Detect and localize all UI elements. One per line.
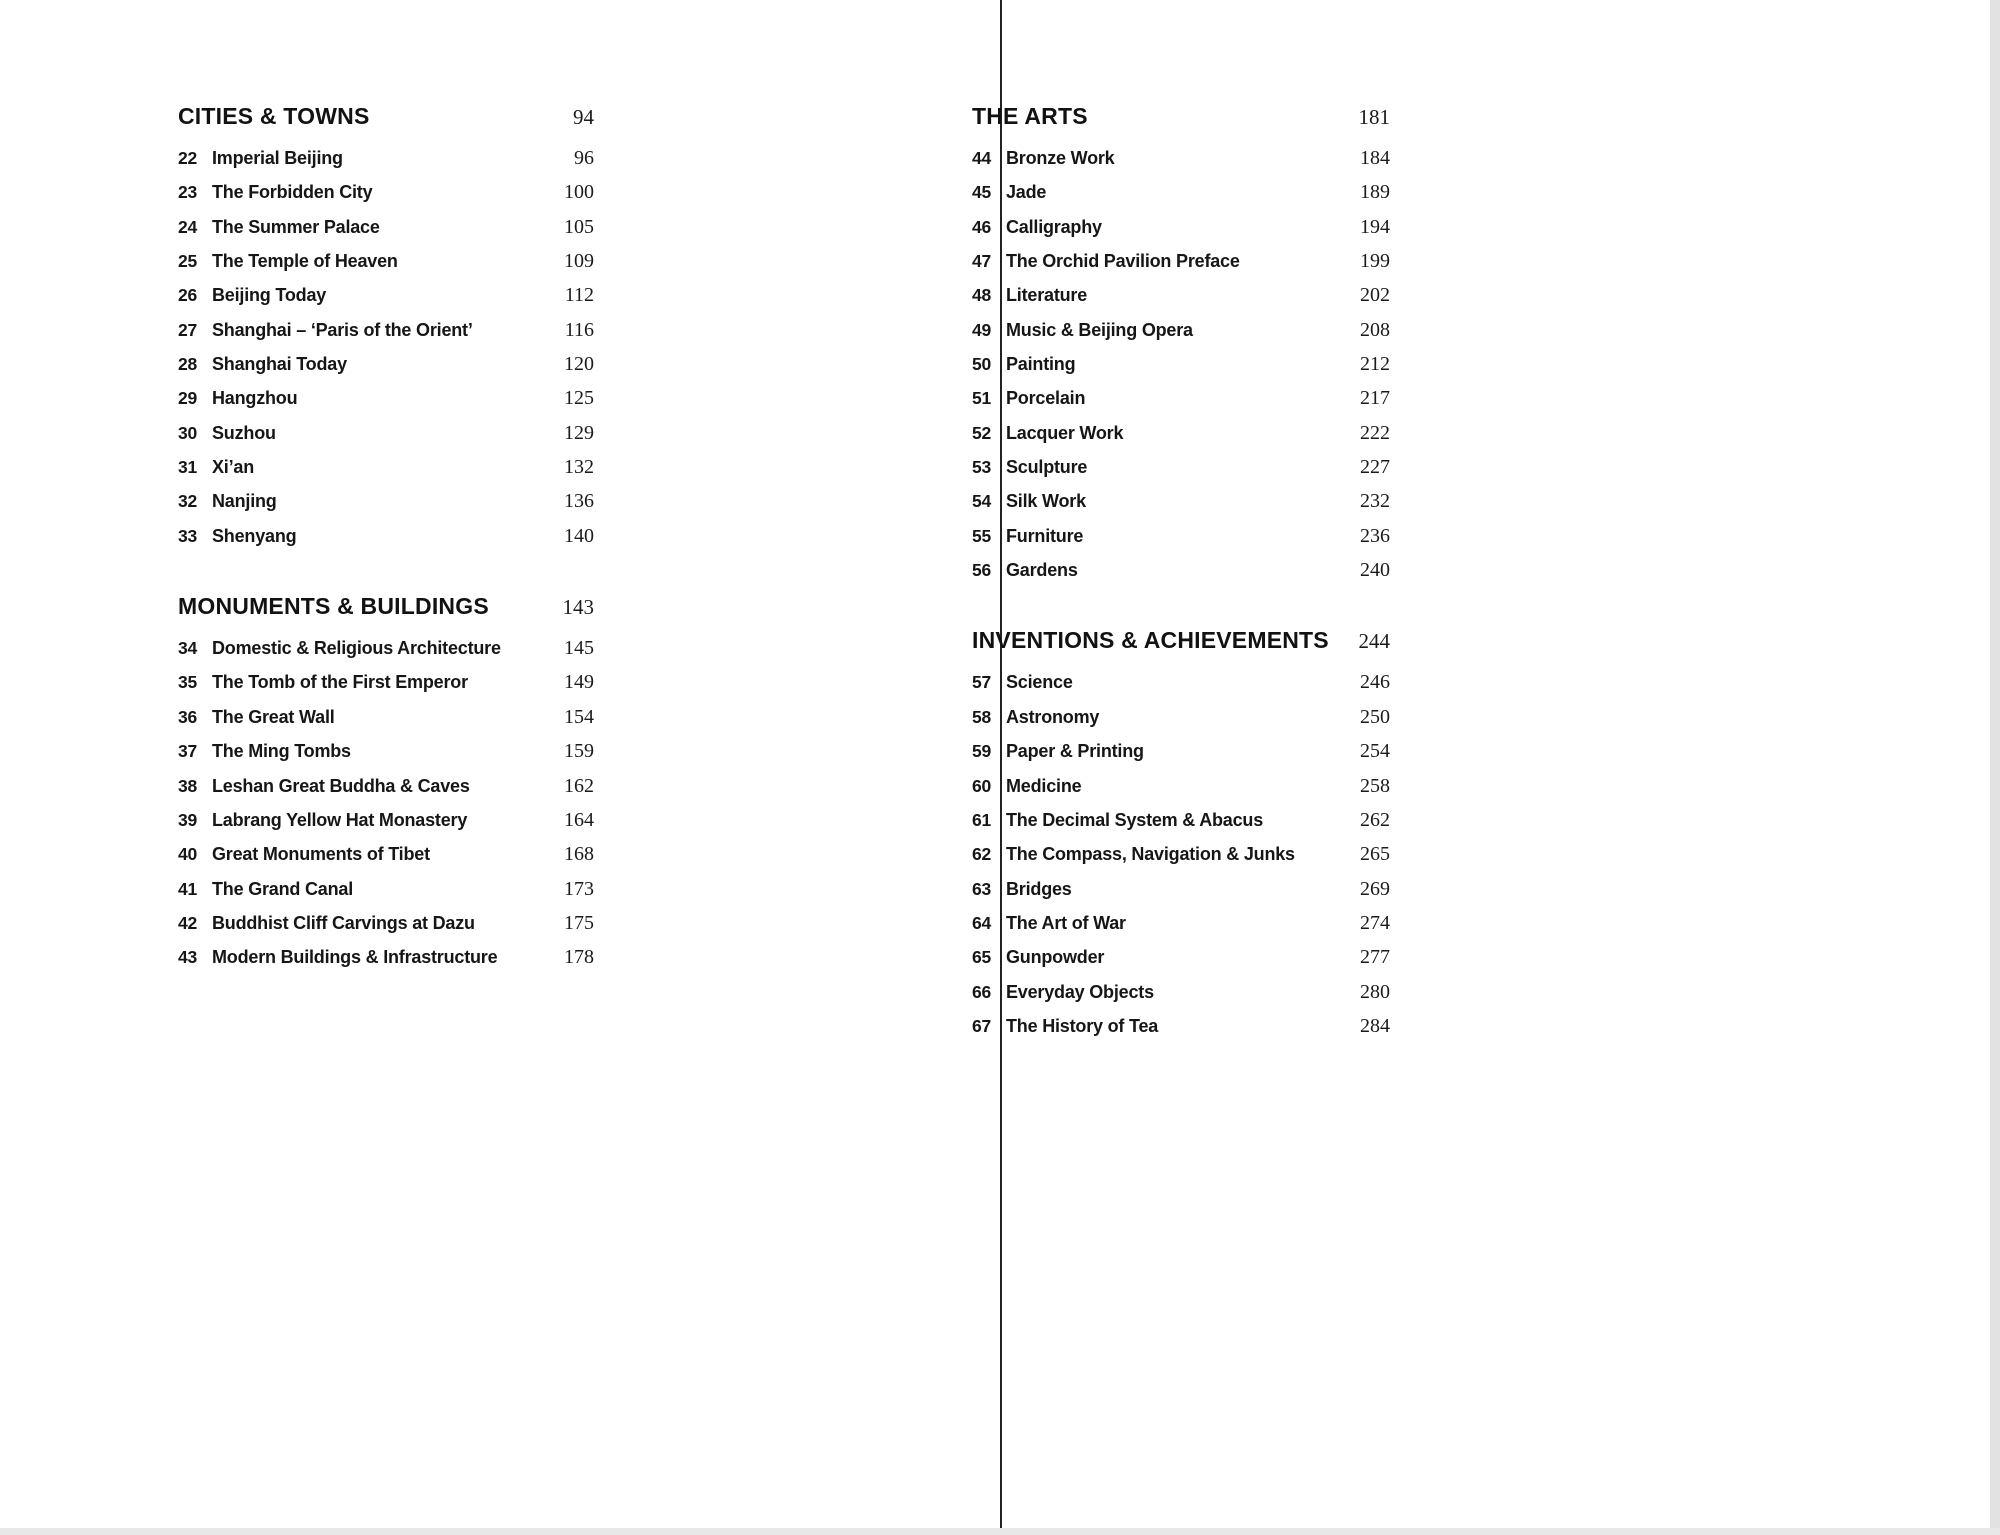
entry-title: Music & Beijing Opera xyxy=(1006,319,1193,340)
entry-number: 56 xyxy=(972,560,992,581)
toc-entry xyxy=(178,809,594,843)
toc-entry xyxy=(972,147,1390,181)
toc-section xyxy=(972,103,1390,593)
toc-entry xyxy=(178,706,594,740)
entry-number: 54 xyxy=(972,491,992,512)
entry-page-number: 274 xyxy=(1360,911,1390,934)
entry-page-number: 199 xyxy=(1360,250,1390,273)
entry-title: The Ming Tombs xyxy=(212,741,351,762)
toc-entry xyxy=(972,181,1390,215)
entry-title: Literature xyxy=(1006,285,1088,306)
entry-number: 52 xyxy=(972,422,992,443)
toc-entry xyxy=(178,250,594,284)
entry-title: Calligraphy xyxy=(1006,216,1102,237)
entry-title: Silk Work xyxy=(1006,491,1086,512)
section-entries xyxy=(972,671,1390,1049)
toc-entry xyxy=(178,353,594,387)
entry-number: 53 xyxy=(972,457,992,478)
entry-number: 45 xyxy=(972,182,992,203)
entry-title: Imperial Beijing xyxy=(212,148,343,168)
section-entries xyxy=(178,147,594,559)
toc-entry xyxy=(178,319,594,353)
toc-entry xyxy=(972,250,1390,284)
entry-number: 51 xyxy=(972,388,992,409)
section-heading xyxy=(972,103,1390,137)
toc-entry xyxy=(178,843,594,877)
entry-number: 65 xyxy=(972,947,992,968)
entry-page-number: 212 xyxy=(1360,353,1390,376)
entry-page-number: 184 xyxy=(1360,147,1390,169)
entry-title: Nanjing xyxy=(212,491,277,512)
entry-title: The Temple of Heaven xyxy=(212,251,398,272)
entry-title: The Grand Canal xyxy=(212,878,354,899)
entry-page-number: 222 xyxy=(1360,421,1390,444)
toc-entry xyxy=(178,637,594,671)
entry-page-number: 194 xyxy=(1360,215,1390,238)
entry-title: Modern Buildings & Infrastructure xyxy=(212,947,498,968)
section-entries xyxy=(178,637,594,980)
section-heading xyxy=(178,593,594,627)
toc-page-left xyxy=(178,103,594,1015)
toc-entry xyxy=(972,878,1390,912)
entry-number: 46 xyxy=(972,216,992,237)
entry-title: Labrang Yellow Hat Monastery xyxy=(212,809,468,830)
toc-entry xyxy=(972,843,1390,877)
toc-section xyxy=(972,627,1390,1049)
toc-entry xyxy=(972,809,1390,843)
entry-title: Great Monuments of Tibet xyxy=(212,844,430,865)
entry-title: Lacquer Work xyxy=(1006,422,1124,443)
entry-title: Furniture xyxy=(1006,525,1084,546)
section-title: INVENTIONS & ACHIEVEMENTS xyxy=(972,627,1329,654)
entry-page-number: 175 xyxy=(564,911,594,934)
entry-number: 41 xyxy=(178,878,198,899)
entry-page-number: 246 xyxy=(1360,671,1390,694)
section-page-number: 244 xyxy=(1358,629,1390,654)
entry-page-number: 208 xyxy=(1360,318,1390,341)
entry-page-number: 109 xyxy=(564,250,594,273)
entry-number: 38 xyxy=(178,775,198,796)
toc-section xyxy=(178,593,594,980)
entry-page-number: 178 xyxy=(564,946,594,969)
entry-page-number: 105 xyxy=(564,215,594,238)
entry-page-number: 132 xyxy=(564,456,594,479)
entry-title: Beijing Today xyxy=(212,285,327,306)
entry-title: Suzhou xyxy=(212,422,276,443)
entry-page-number: 217 xyxy=(1360,387,1390,410)
entry-number: 30 xyxy=(178,422,198,443)
toc-entry xyxy=(178,147,594,181)
entry-page-number: 262 xyxy=(1360,808,1390,831)
toc-entry xyxy=(972,284,1390,318)
toc-entry xyxy=(972,706,1390,740)
toc-entry xyxy=(178,284,594,318)
entry-number: 57 xyxy=(972,672,992,693)
entry-page-number: 232 xyxy=(1360,490,1390,513)
entry-number: 47 xyxy=(972,251,992,272)
entry-title: The Decimal System & Abacus xyxy=(1006,809,1264,830)
entry-page-number: 227 xyxy=(1360,456,1390,479)
entry-title: Hangzhou xyxy=(212,388,298,409)
entry-title: Leshan Great Buddha & Caves xyxy=(212,775,470,796)
entry-page-number: 258 xyxy=(1360,774,1390,797)
entry-number: 39 xyxy=(178,809,198,830)
entry-page-number: 162 xyxy=(564,774,594,797)
entry-number: 34 xyxy=(178,638,198,659)
section-title: THE ARTS xyxy=(972,103,1088,129)
entry-page-number: 250 xyxy=(1360,705,1390,728)
toc-entry xyxy=(972,525,1390,559)
entry-title: Sculpture xyxy=(1006,457,1088,478)
entry-number: 22 xyxy=(178,148,198,168)
entry-number: 40 xyxy=(178,844,198,865)
entry-title: Everyday Objects xyxy=(1006,981,1154,1002)
entry-number: 44 xyxy=(972,148,992,168)
entry-page-number: 145 xyxy=(564,637,594,660)
entry-title: The Summer Palace xyxy=(212,216,380,237)
entry-number: 58 xyxy=(972,706,992,727)
toc-entry xyxy=(178,422,594,456)
section-entries xyxy=(972,147,1390,593)
entry-page-number: 112 xyxy=(564,284,594,307)
entry-page-number: 284 xyxy=(1360,1014,1390,1037)
section-heading xyxy=(972,627,1390,661)
entry-number: 25 xyxy=(178,251,198,272)
entry-number: 31 xyxy=(178,457,198,478)
entry-number: 67 xyxy=(972,1015,992,1036)
toc-entry xyxy=(972,946,1390,980)
entry-title: Shanghai – ‘Paris of the Orient’ xyxy=(212,319,473,340)
entry-number: 63 xyxy=(972,878,992,899)
entry-number: 60 xyxy=(972,775,992,796)
entry-title: The Art of War xyxy=(1006,912,1126,933)
toc-entry xyxy=(972,456,1390,490)
entry-number: 33 xyxy=(178,525,198,546)
entry-number: 43 xyxy=(178,947,198,968)
entry-number: 59 xyxy=(972,741,992,762)
toc-entry xyxy=(178,525,594,559)
entry-title: Science xyxy=(1006,672,1073,693)
toc-entry xyxy=(972,559,1390,593)
entry-page-number: 236 xyxy=(1360,524,1390,547)
toc-entry xyxy=(178,912,594,946)
toc-entry xyxy=(972,775,1390,809)
toc-entry xyxy=(972,671,1390,705)
page-edge-right xyxy=(1990,0,2000,1535)
entry-page-number: 136 xyxy=(564,490,594,513)
entry-title: The Forbidden City xyxy=(212,182,373,203)
entry-title: Painting xyxy=(1006,354,1076,375)
toc-entry xyxy=(178,671,594,705)
entry-page-number: 149 xyxy=(564,671,594,694)
entry-number: 62 xyxy=(972,844,992,865)
toc-entry xyxy=(178,740,594,774)
entry-title: Gunpowder xyxy=(1006,947,1105,968)
entry-page-number: 154 xyxy=(564,705,594,728)
entry-page-number: 269 xyxy=(1360,877,1390,900)
toc-entry xyxy=(178,181,594,215)
entry-number: 27 xyxy=(178,319,198,340)
entry-page-number: 189 xyxy=(1360,181,1390,204)
entry-title: Astronomy xyxy=(1006,706,1100,727)
entry-page-number: 173 xyxy=(564,877,594,900)
entry-title: Medicine xyxy=(1006,775,1082,796)
entry-number: 35 xyxy=(178,672,198,693)
entry-page-number: 168 xyxy=(564,843,594,866)
entry-number: 37 xyxy=(178,741,198,762)
entry-number: 42 xyxy=(178,912,198,933)
entry-number: 36 xyxy=(178,706,198,727)
entry-number: 32 xyxy=(178,491,198,512)
entry-number: 26 xyxy=(178,285,198,306)
entry-page-number: 140 xyxy=(564,524,594,547)
toc-entry xyxy=(178,490,594,524)
toc-section xyxy=(178,103,594,559)
entry-title: Porcelain xyxy=(1006,388,1086,409)
toc-entry xyxy=(972,1015,1390,1049)
entry-title: Shanghai Today xyxy=(212,354,347,375)
entry-number: 24 xyxy=(178,216,198,237)
entry-page-number: 240 xyxy=(1360,559,1390,582)
toc-entry xyxy=(972,353,1390,387)
entry-page-number: 120 xyxy=(564,353,594,376)
toc-entry xyxy=(972,422,1390,456)
entry-page-number: 100 xyxy=(564,181,594,204)
entry-page-number: 129 xyxy=(564,421,594,444)
section-title: MONUMENTS & BUILDINGS xyxy=(178,593,489,620)
section-heading xyxy=(178,103,594,137)
entry-title: Domestic & Religious Architecture xyxy=(212,638,501,659)
entry-title: Shenyang xyxy=(212,525,297,546)
entry-title: The Orchid Pavilion Preface xyxy=(1006,251,1240,272)
entry-page-number: 265 xyxy=(1360,843,1390,866)
entry-title: Buddhist Cliff Carvings at Dazu xyxy=(212,912,475,933)
entry-title: Bridges xyxy=(1006,878,1072,899)
toc-entry xyxy=(972,216,1390,250)
toc-page-right xyxy=(972,103,1390,1083)
entry-page-number: 254 xyxy=(1360,740,1390,763)
entry-number: 66 xyxy=(972,981,992,1002)
toc-entry xyxy=(972,490,1390,524)
entry-number: 28 xyxy=(178,354,198,375)
entry-number: 49 xyxy=(972,319,992,340)
toc-entry xyxy=(178,878,594,912)
toc-entry xyxy=(178,216,594,250)
entry-number: 29 xyxy=(178,388,198,409)
section-page-number: 143 xyxy=(562,595,594,620)
entry-page-number: 202 xyxy=(1360,284,1390,307)
entry-title: Jade xyxy=(1006,182,1047,203)
entry-title: The Great Wall xyxy=(212,706,335,727)
section-page-number: 94 xyxy=(573,105,594,129)
page-edge-bottom xyxy=(0,1528,2000,1535)
toc-entry xyxy=(178,456,594,490)
entry-title: The Tomb of the First Emperor xyxy=(212,672,468,693)
entry-page-number: 159 xyxy=(564,740,594,763)
entry-number: 50 xyxy=(972,354,992,375)
toc-entry xyxy=(972,387,1390,421)
entry-number: 23 xyxy=(178,182,198,203)
entry-title: The Compass, Navigation & Junks xyxy=(1006,844,1295,865)
entry-page-number: 280 xyxy=(1360,980,1390,1003)
entry-page-number: 96 xyxy=(574,147,594,169)
entry-number: 61 xyxy=(972,809,992,830)
toc-entry xyxy=(972,740,1390,774)
entry-title: Xi’an xyxy=(212,457,255,478)
toc-entry xyxy=(178,946,594,980)
entry-title: Bronze Work xyxy=(1006,148,1115,168)
toc-entry xyxy=(178,387,594,421)
section-page-number: 181 xyxy=(1358,105,1390,129)
entry-page-number: 116 xyxy=(564,318,594,341)
entry-page-number: 164 xyxy=(564,808,594,831)
entry-title: Gardens xyxy=(1006,560,1078,581)
toc-entry xyxy=(178,775,594,809)
entry-title: The History of Tea xyxy=(1006,1015,1159,1036)
entry-page-number: 125 xyxy=(564,387,594,410)
section-title: CITIES & TOWNS xyxy=(178,103,370,129)
toc-entry xyxy=(972,912,1390,946)
toc-entry xyxy=(972,981,1390,1015)
entry-title: Paper & Printing xyxy=(1006,741,1144,762)
toc-entry xyxy=(972,319,1390,353)
entry-number: 64 xyxy=(972,912,992,933)
entry-number: 55 xyxy=(972,525,992,546)
entry-number: 48 xyxy=(972,285,992,306)
entry-page-number: 277 xyxy=(1360,946,1390,969)
